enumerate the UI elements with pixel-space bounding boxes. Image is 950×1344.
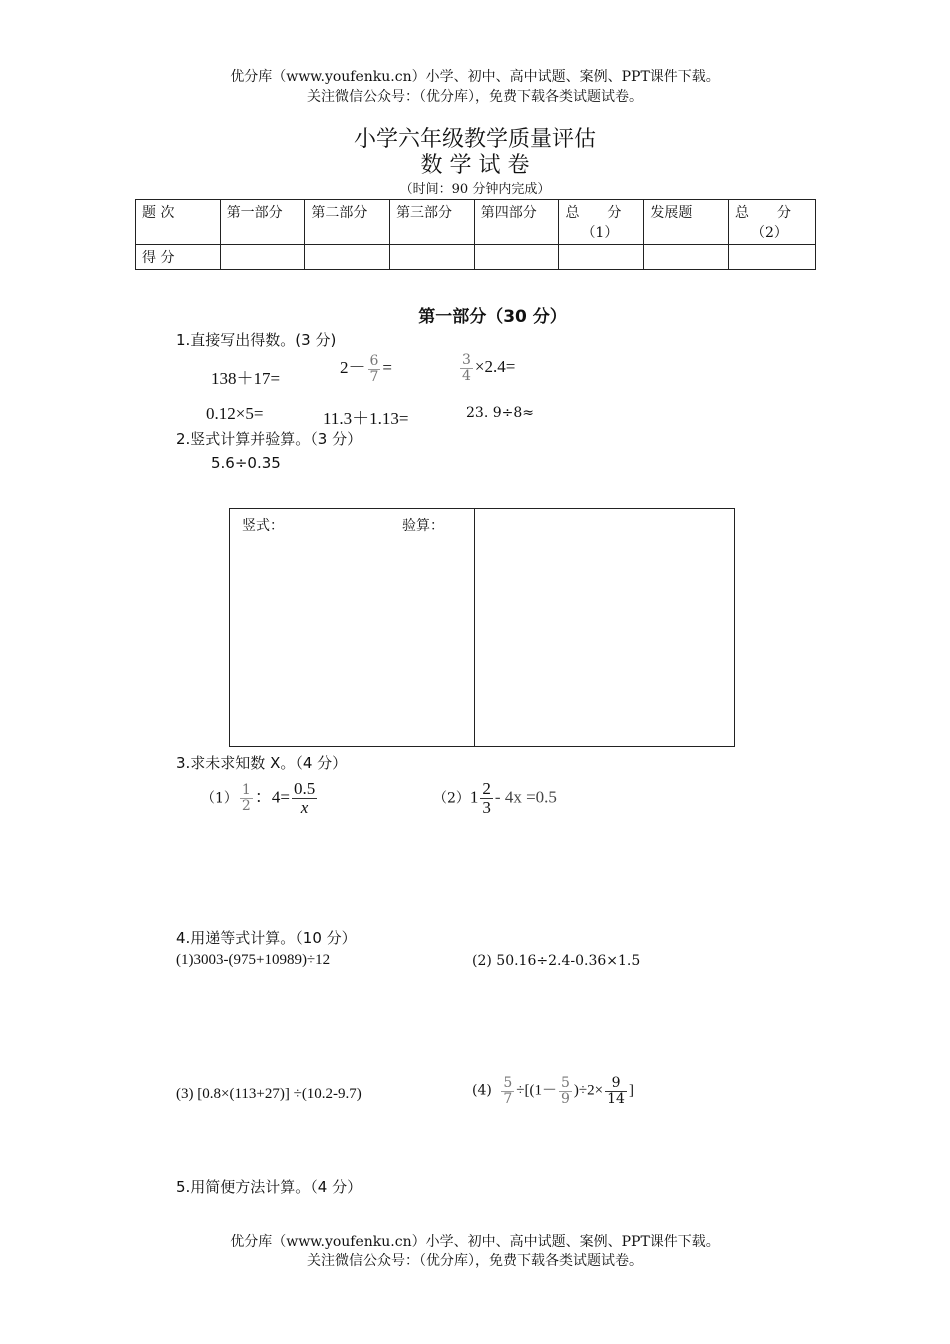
q2-answer-box[interactable]: [229, 508, 735, 747]
q4-part-4-fraction-b: [559, 1076, 572, 1106]
score-table-header-row: [136, 200, 816, 245]
q4-part-4-c-num: 9: [605, 1076, 627, 1092]
q4-part-4-mid1: ÷[(1－: [516, 1082, 557, 1099]
score-input-part4[interactable]: [474, 245, 559, 270]
cell-total2: [729, 200, 816, 245]
exam-subject: 数 学 试 卷: [420, 153, 530, 178]
cell-part1: 第一部分: [220, 200, 305, 245]
cell-total2-sub: （2）: [751, 225, 788, 241]
q3-part-2-label: （2）: [433, 790, 470, 807]
q1-expr-2: [340, 353, 392, 384]
q4-part-4-c-den: 14: [607, 1090, 625, 1107]
footer-line-2: 关注微信公众号：（优分库），免费下载各类试题试卷。: [307, 1253, 643, 1269]
q4-part-4-end: ]: [628, 1082, 634, 1099]
header-line-2: 关注微信公众号：（优分库），免费下载各类试题试卷。: [307, 89, 643, 105]
q3-part-2-rest: - 4x =0.5: [494, 787, 557, 807]
q1-expr-2-post: =: [382, 358, 393, 377]
q3-part-1-fraction-left: [240, 783, 253, 813]
q2-expr: 5.6÷0.35: [211, 454, 281, 472]
section-1-title: 第一部分（30 分）: [418, 307, 567, 327]
cell-score-label: 得 分: [136, 245, 221, 270]
q4-part-4-b-den: 9: [561, 1090, 570, 1107]
q1-expr-5: 11.3＋1.13=: [323, 409, 409, 428]
q3-part-2-num: 2: [482, 779, 491, 798]
q4-part-4-mid2: )÷2×: [573, 1082, 604, 1099]
q4-part-4-a-num: 5: [503, 1075, 513, 1091]
cell-part2: 第二部分: [305, 200, 390, 245]
cell-bonus: 发展题: [644, 200, 729, 245]
q3-part-1-rden: x: [300, 797, 309, 817]
cell-total1: [559, 200, 644, 245]
q2-check-label: 验算：: [402, 518, 444, 534]
q1-expr-3-den: 4: [462, 367, 471, 384]
q5-label: 5.用简便方法计算。（4 分）: [176, 1178, 363, 1196]
q3-part-1-fraction-right: [292, 780, 317, 817]
q4-part-4-a-den: 7: [503, 1090, 513, 1107]
q4-part-1: (1)3003-(975+10989)÷12: [176, 952, 331, 968]
q2-answer-box-divider: [474, 509, 475, 746]
q4-part-4-b-num: 5: [561, 1075, 570, 1091]
q3-label: 3.求未求知数 X。（4 分）: [176, 754, 348, 772]
score-input-part3[interactable]: [390, 245, 475, 270]
q1-expr-4: 0.12×5=: [206, 404, 264, 423]
q1-label: 1.直接写出得数。(3 分): [176, 331, 337, 349]
cell-total2-label: 总 分: [735, 205, 792, 221]
q4-part-4-label: (4): [472, 1082, 492, 1099]
score-input-part2[interactable]: [305, 245, 390, 270]
exam-title: 小学六年级教学质量评估: [353, 127, 596, 152]
q4-label: 4.用递等式计算。（10 分）: [176, 929, 357, 947]
q1-expr-2-pre: 2－: [340, 358, 366, 377]
score-input-part1[interactable]: [220, 245, 305, 270]
q1-expr-3-num: 3: [462, 352, 471, 368]
q4-part-4-fraction-c: [605, 1076, 627, 1106]
cell-total1-label: 总 分: [565, 205, 622, 221]
q4-part-2: (2) 50.16÷2.4-0.36×1.5: [472, 953, 641, 969]
q3-part-2: [433, 780, 557, 817]
q1-expr-3: [458, 353, 515, 383]
cell-total1-sub: （1）: [581, 225, 619, 241]
q3-part-2-den: 3: [482, 797, 491, 817]
q4-part-4-fraction-a: [501, 1076, 514, 1106]
score-input-total2[interactable]: [729, 245, 816, 270]
q3-part-1-label: （1）: [201, 790, 238, 807]
q3-part-2-whole: 1: [469, 787, 479, 807]
q3-part-1-den: 2: [241, 797, 251, 814]
q3-part-1: [201, 780, 319, 817]
q3-part-1-num: 1: [241, 782, 251, 799]
q2-vertical-label: 竖式：: [242, 518, 284, 534]
q2-label: 2.竖式计算并验算。（3 分）: [176, 430, 363, 448]
q1-expr-6: 23. 9÷8≈: [466, 405, 534, 421]
cell-part3: 第三部分: [390, 200, 475, 245]
q3-part-1-mid: ：4=: [254, 787, 290, 807]
q4-part-4: [472, 1076, 634, 1106]
score-input-bonus[interactable]: [644, 245, 729, 270]
score-table-score-row: [136, 245, 816, 270]
q1-expr-3-post: ×2.4=: [474, 357, 516, 377]
score-table: [135, 199, 816, 270]
exam-time: （时间：90 分钟内完成）: [399, 182, 551, 197]
q3-part-1-rnum: 0.5: [293, 779, 316, 798]
q3-part-2-fraction: [480, 780, 493, 817]
q1-expr-2-num: 6: [369, 352, 379, 369]
q1-expr-2-den: 7: [369, 368, 379, 385]
footer-line-1: 优分库（www.youfenku.cn）小学、初中、高中试题、案例、PPT课件下载。: [230, 1234, 720, 1250]
q4-part-3: (3) [0.8×(113+27)] ÷(10.2-9.7): [176, 1086, 362, 1102]
score-input-total1[interactable]: [559, 245, 644, 270]
q1-expr-1: 138＋17=: [211, 369, 281, 388]
q1-expr-2-fraction: [368, 354, 381, 384]
q1-expr-3-fraction: [460, 353, 473, 383]
cell-part4: 第四部分: [474, 200, 559, 245]
header-line-1: 优分库（www.youfenku.cn）小学、初中、高中试题、案例、PPT课件下载。: [230, 69, 720, 85]
cell-item: 题 次: [136, 200, 221, 245]
